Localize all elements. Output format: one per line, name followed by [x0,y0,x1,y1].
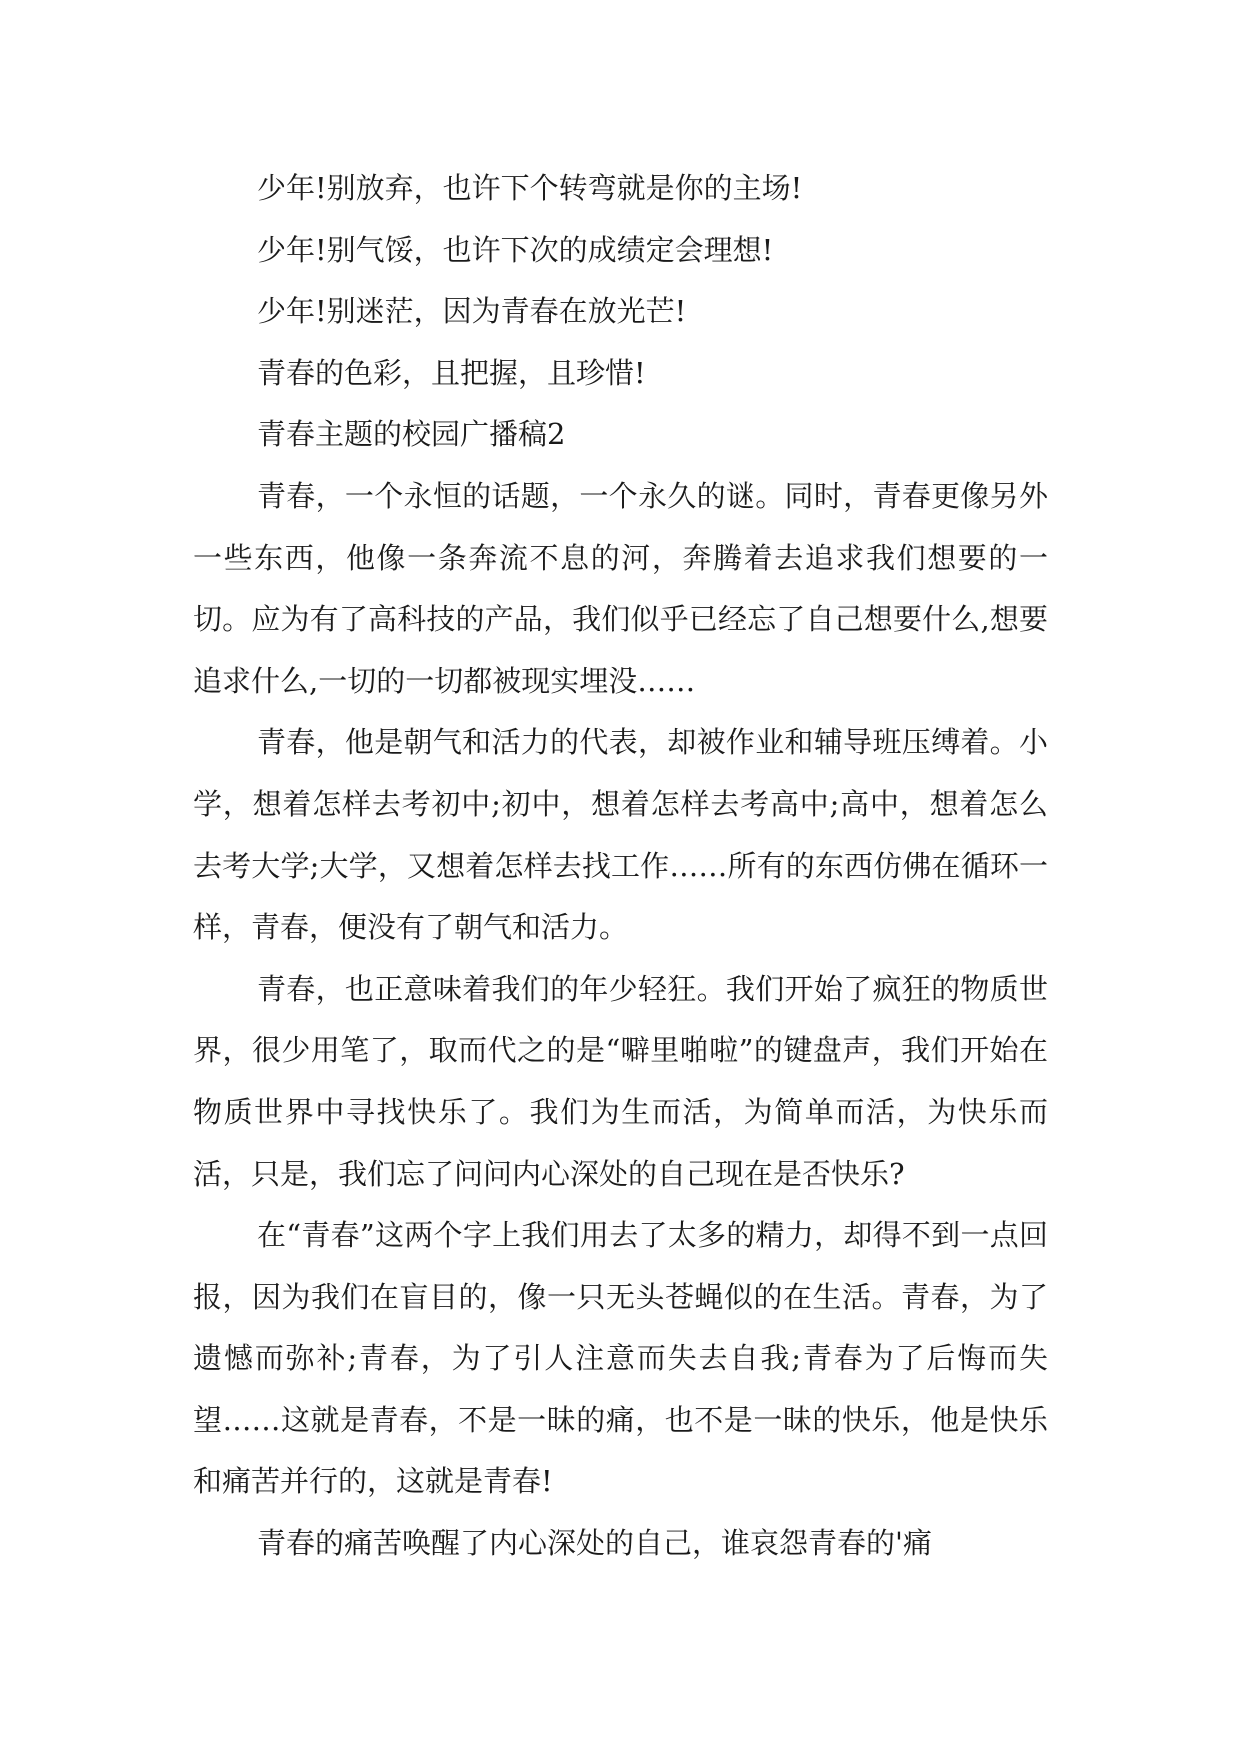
paragraph-2: 青春，他是朝气和活力的代表，却被作业和辅导班压缚着。小学，想着怎样去考初中;初中，想着怎样去考高中;高中，想着怎么去考大学;大学，又想着怎样去找工作……所有的东西仿佛在循环一样，青春，便没有了朝气和活力。 [193,725,1048,945]
paragraph-1: 青春，一个永恒的话题，一个永久的谜。同时，青春更像另外一些东西，他像一条奔流不息的河，奔腾着去追求我们想要的一切。应为有了高科技的产品，我们似乎已经忘了自己想要什么,想要追求什么,一切的一切都被现实埋没…… [193,478,1048,698]
text-line-4: 青春的色彩，且把握，且珍惜! [257,355,646,390]
text-line-1: 少年!别放弃，也许下个转弯就是你的主场! [257,171,803,205]
document-body [193,158,1048,1575]
text-line-3: 少年!别迷茫，因为青春在放光芒! [257,294,687,329]
text-line-2: 少年!别气馁，也许下次的成绩定会理想! [257,232,774,267]
section-heading: 青春主题的校园广播稿2 [257,417,566,452]
paragraph-3: 青春，也正意味着我们的年少轻狂。我们开始了疯狂的物质世界，很少用笔了，取而代之的是“噼里啪啦”的键盘声，我们开始在物质世界中寻找快乐了。我们为生而活，为简单而活，为快乐而活，只是，我们忘了问问内心深处的自己现在是否快乐? [193,971,1048,1191]
paragraph-5: 青春的痛苦唤醒了内心深处的自己，谁哀怨青春的'痛 [257,1526,932,1561]
paragraph-4: 在“青春”这两个字上我们用去了太多的精力，却得不到一点回报，因为我们在盲目的，像一只无头苍蝇似的在生活。青春，为了遗憾而弥补;青春，为了引人注意而失去自我;青春为了后悔而失望……这就是青春，不是一昧的痛，也不是一昧的快乐，他是快乐和痛苦并行的，这就是青春! [193,1218,1048,1499]
